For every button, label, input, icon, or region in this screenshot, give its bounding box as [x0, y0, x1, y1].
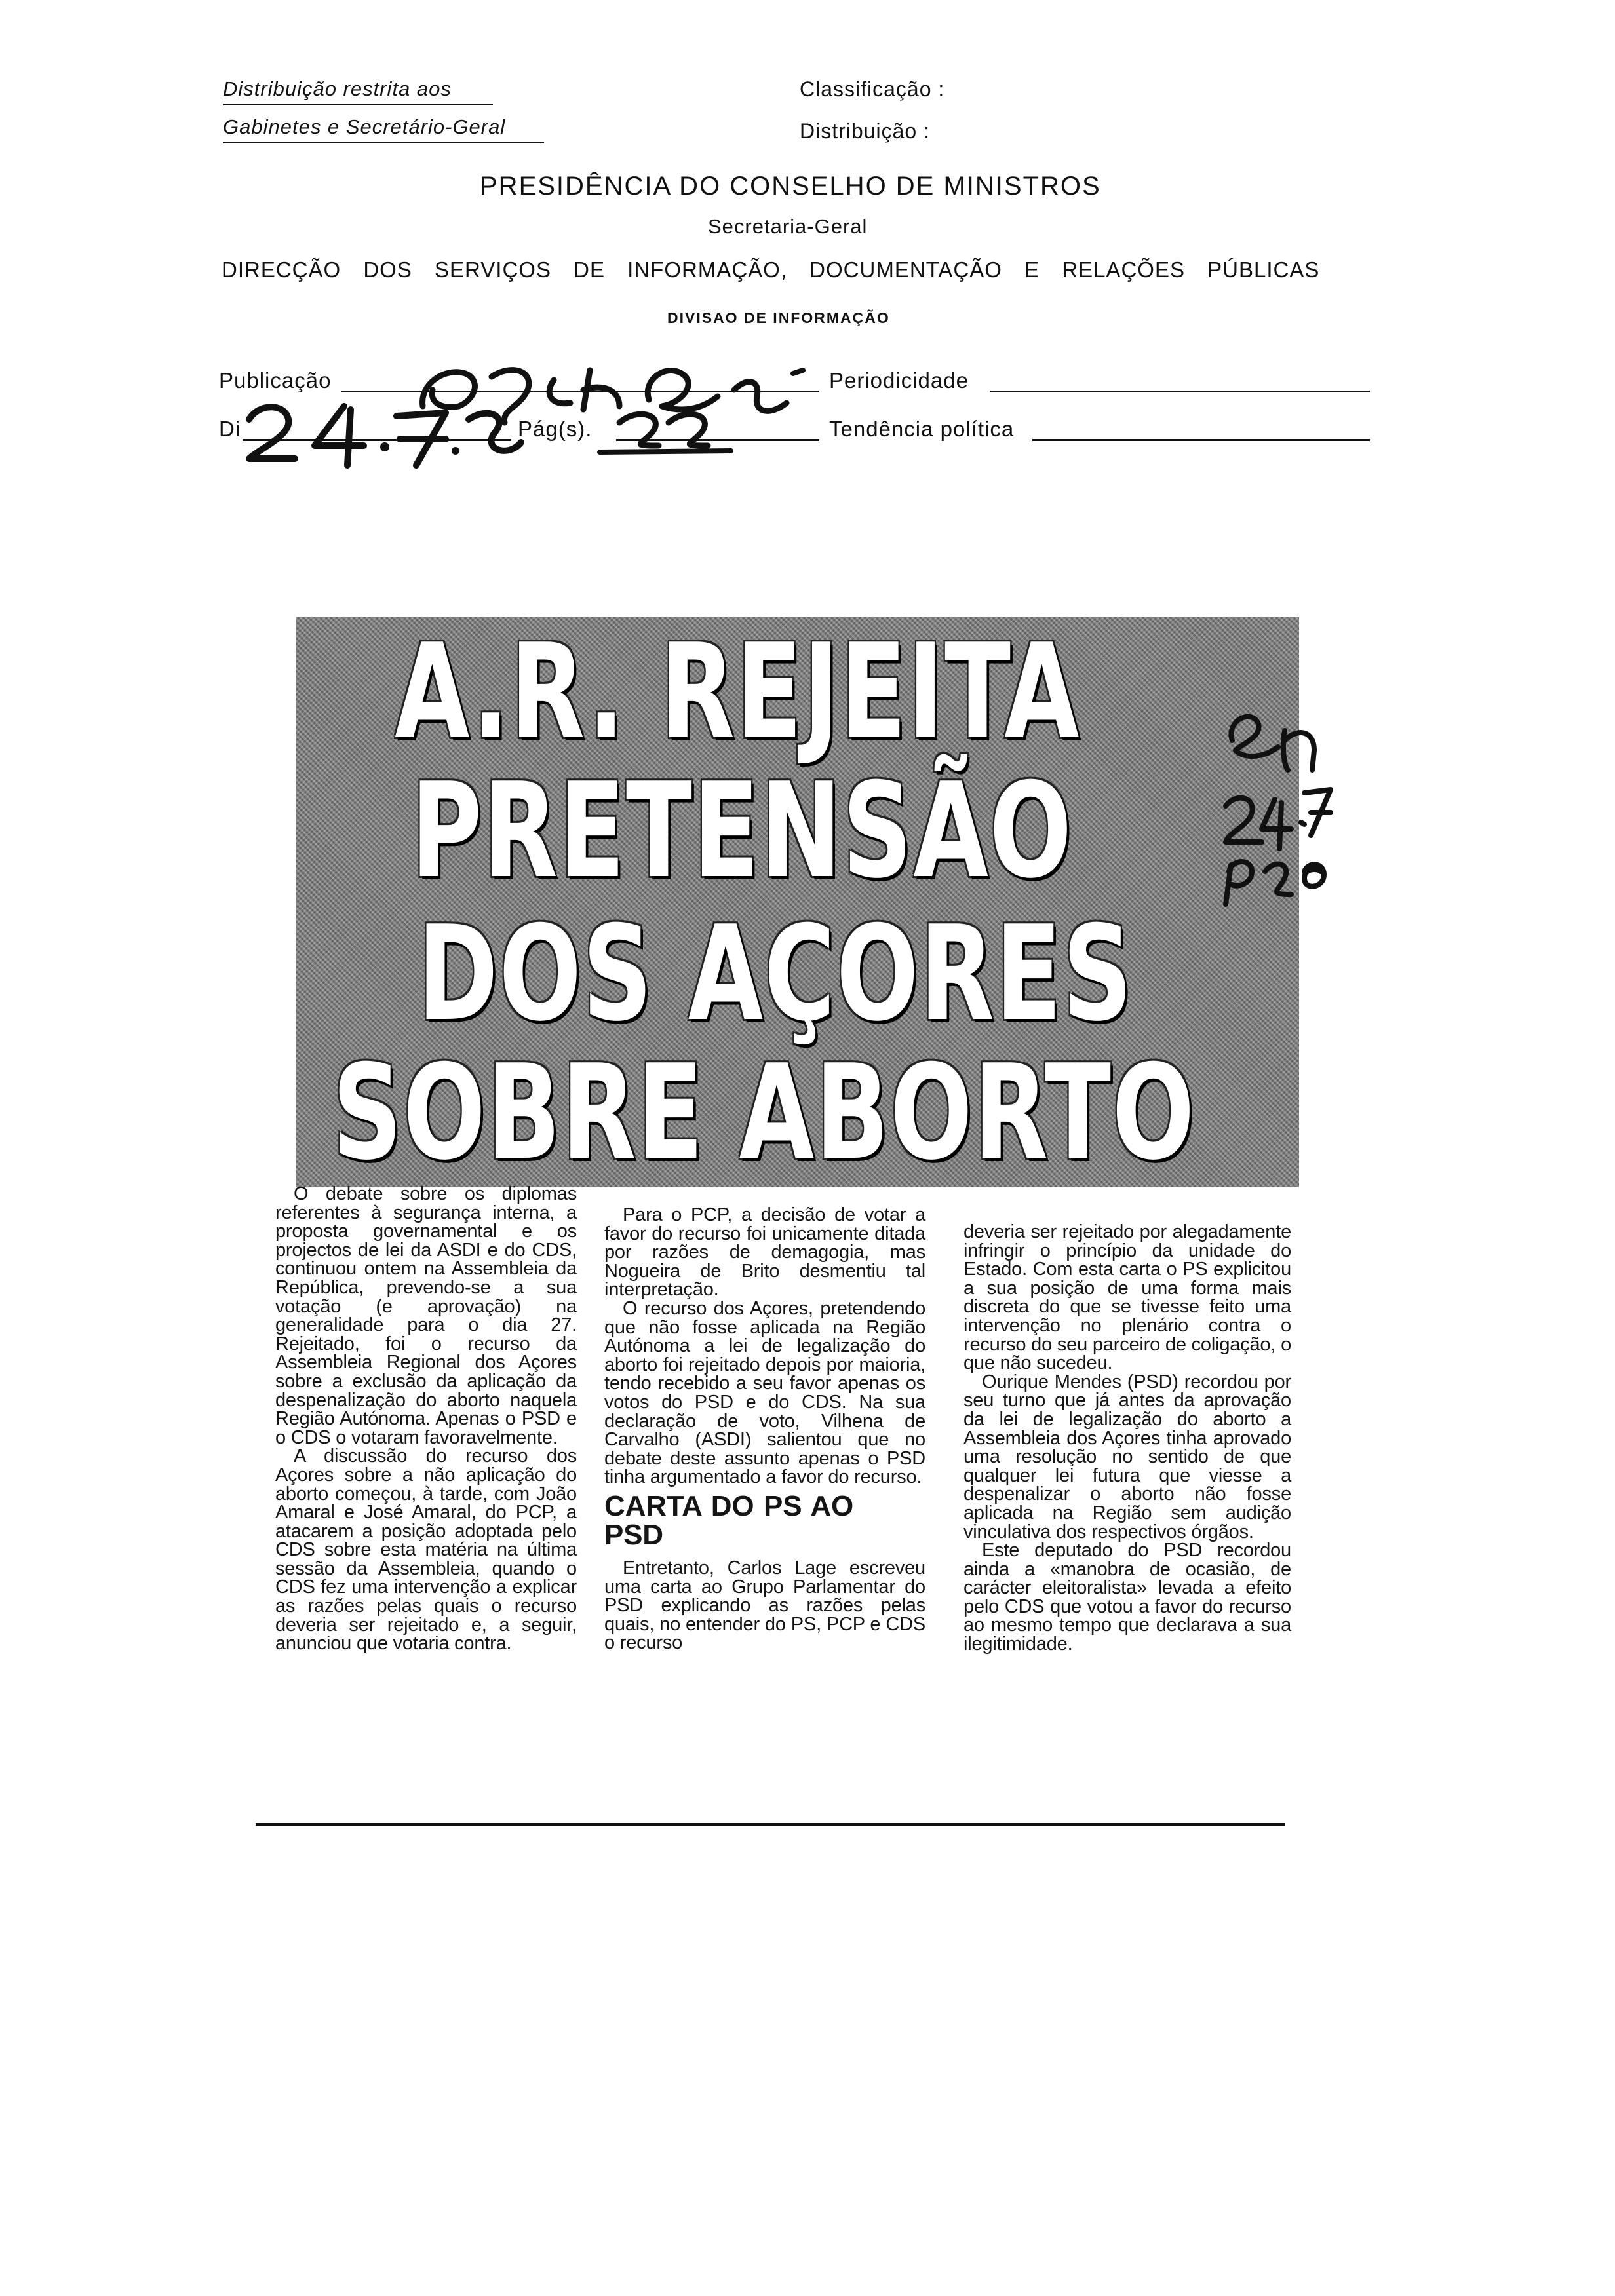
col2-paragraph-2: O recurso dos Açores, pretendendo que não fosse aplicada na Região Autónoma a lei de legalização do aborto foi rejeitado depois por maioria, tendo recebido a seu favor apenas os votos do PSD e do CDS. Na sua declaração de voto, Vilhena de Carvalho (ASDI) salientou que no debate deste assunto apenas o PSD tinha argumentado a favor do recurso. — [604, 1297, 925, 1488]
data-label: Di — [219, 417, 241, 441]
restricted-underline-1 — [223, 104, 493, 105]
restricted-distribution-line1: Distribuição restrita aos — [223, 77, 452, 100]
restricted-distribution-line2: Gabinetes e Secretário-Geral — [223, 115, 506, 138]
tendencia-line — [1032, 439, 1370, 441]
col2-paragraph-3: Entretanto, Carlos Lage escreveu uma carta ao Grupo Parlamentar do PSD explicando as razões pelas quais, no entender do PS, PCP e CDS o recurso — [604, 1557, 925, 1654]
direccao-servicos: DIRECÇÃO DOS SERVIÇOS DE INFORMAÇÃO, DOCUMENTAÇÃO E RELAÇÕES PÚBLICAS — [222, 258, 1320, 282]
headline-line-3: DOS AÇORES — [418, 898, 1134, 1050]
col3-paragraph-3: Este deputado do PSD recordou ainda a «manobra de ocasião, de carácter eleitoralista» levada a efeito pelo CDS que votou a favor do recurso ao mesmo tempo que declarava a sua ilegitimidade. — [963, 1540, 1291, 1655]
article-column-1 — [275, 1185, 577, 1653]
classificacao-label: Classificação : — [800, 77, 945, 101]
divisao-informacao: DIVISAO DE INFORMAÇÃO — [667, 309, 890, 326]
distribuicao-label: Distribuição : — [800, 119, 930, 143]
presidencia-heading: PRESIDÊNCIA DO CONSELHO DE MINISTROS — [480, 172, 1101, 201]
restricted-underline-2 — [223, 142, 544, 144]
headline-line-1: A.R. REJEITA — [395, 617, 1081, 769]
headline-line-4: SOBRE ABORTO — [332, 1037, 1196, 1187]
article-column-3 — [963, 1223, 1291, 1654]
col1-paragraph-2: A discussão do recurso dos Açores sobre a não aplicação do aborto começou, à tarde, com João Amaral e José Amaral, do PCP, a atacarem a posição adoptada pelo CDS sobre esta matéria na última sessão da Assembleia, quando o CDS fez uma intervenção a explicar as razões pelas quais o recurso deveria ser rejeitado e, a seguir, anunciou que votaria contra. — [275, 1445, 577, 1655]
handwritten-margin-note — [1206, 695, 1337, 911]
article-column-2 — [604, 1206, 925, 1653]
col3-paragraph-2: Ourique Mendes (PSD) recordou por seu turno que já antes da aprovação da lei de legalização do aborto a Assembleia dos Açores tinha aprovado uma resolução no sentido de que qualquer lei futura que viesse a despenalizar o aborto não fosse aplicada na Região sem audição vinculativa dos respectivos órgãos. — [963, 1371, 1291, 1542]
publicacao-label: Publicação — [219, 368, 332, 392]
tendencia-label: Tendência política — [829, 417, 1015, 441]
article-subhead: CARTA DO PS AO PSD — [604, 1489, 853, 1551]
col1-paragraph-1: O debate sobre os diplomas referentes à segurança interna, a proposta governamental e os projectos de lei da ASDI e do CDS, continuou ontem na Assembleia da República, prevendo-se a sua votação (e aprovação) na generalidade para o dia 27. Rejeitado, foi o recurso da Assembleia Regional dos Açores sobre a exclusão da aplicação da despenalização do aborto naquela Região Autónoma. Apenas o PSD e o CDS o votaram favoravelmente. — [275, 1183, 577, 1448]
headline-line-2: PRETENSÃO — [411, 755, 1073, 908]
article-bottom-rule — [256, 1823, 1285, 1826]
handwritten-date-and-pages — [233, 393, 757, 469]
periodicidade-label: Periodicidade — [829, 368, 969, 392]
headline-panel — [296, 617, 1299, 1187]
secretaria-geral: Secretaria-Geral — [708, 215, 868, 238]
col3-paragraph-1: deveria ser rejeitado por alegadamente infringir o princípio da unidade do Estado. Com esta carta o PS explicitou a sua posição de uma forma mais discreta do que se tivesse feito uma intervenção no plenário contra o recurso do seu parceiro de coligação, o que não sucedeu. — [963, 1221, 1291, 1374]
periodicidade-line — [990, 391, 1370, 392]
col2-paragraph-1: Para o PCP, a decisão de votar a favor do recurso foi unicamente ditada por razões de demagogia, mas Nogueira de Brito desmentiu tal interpretação. — [604, 1204, 925, 1301]
pags-label: Pág(s). — [518, 417, 593, 441]
